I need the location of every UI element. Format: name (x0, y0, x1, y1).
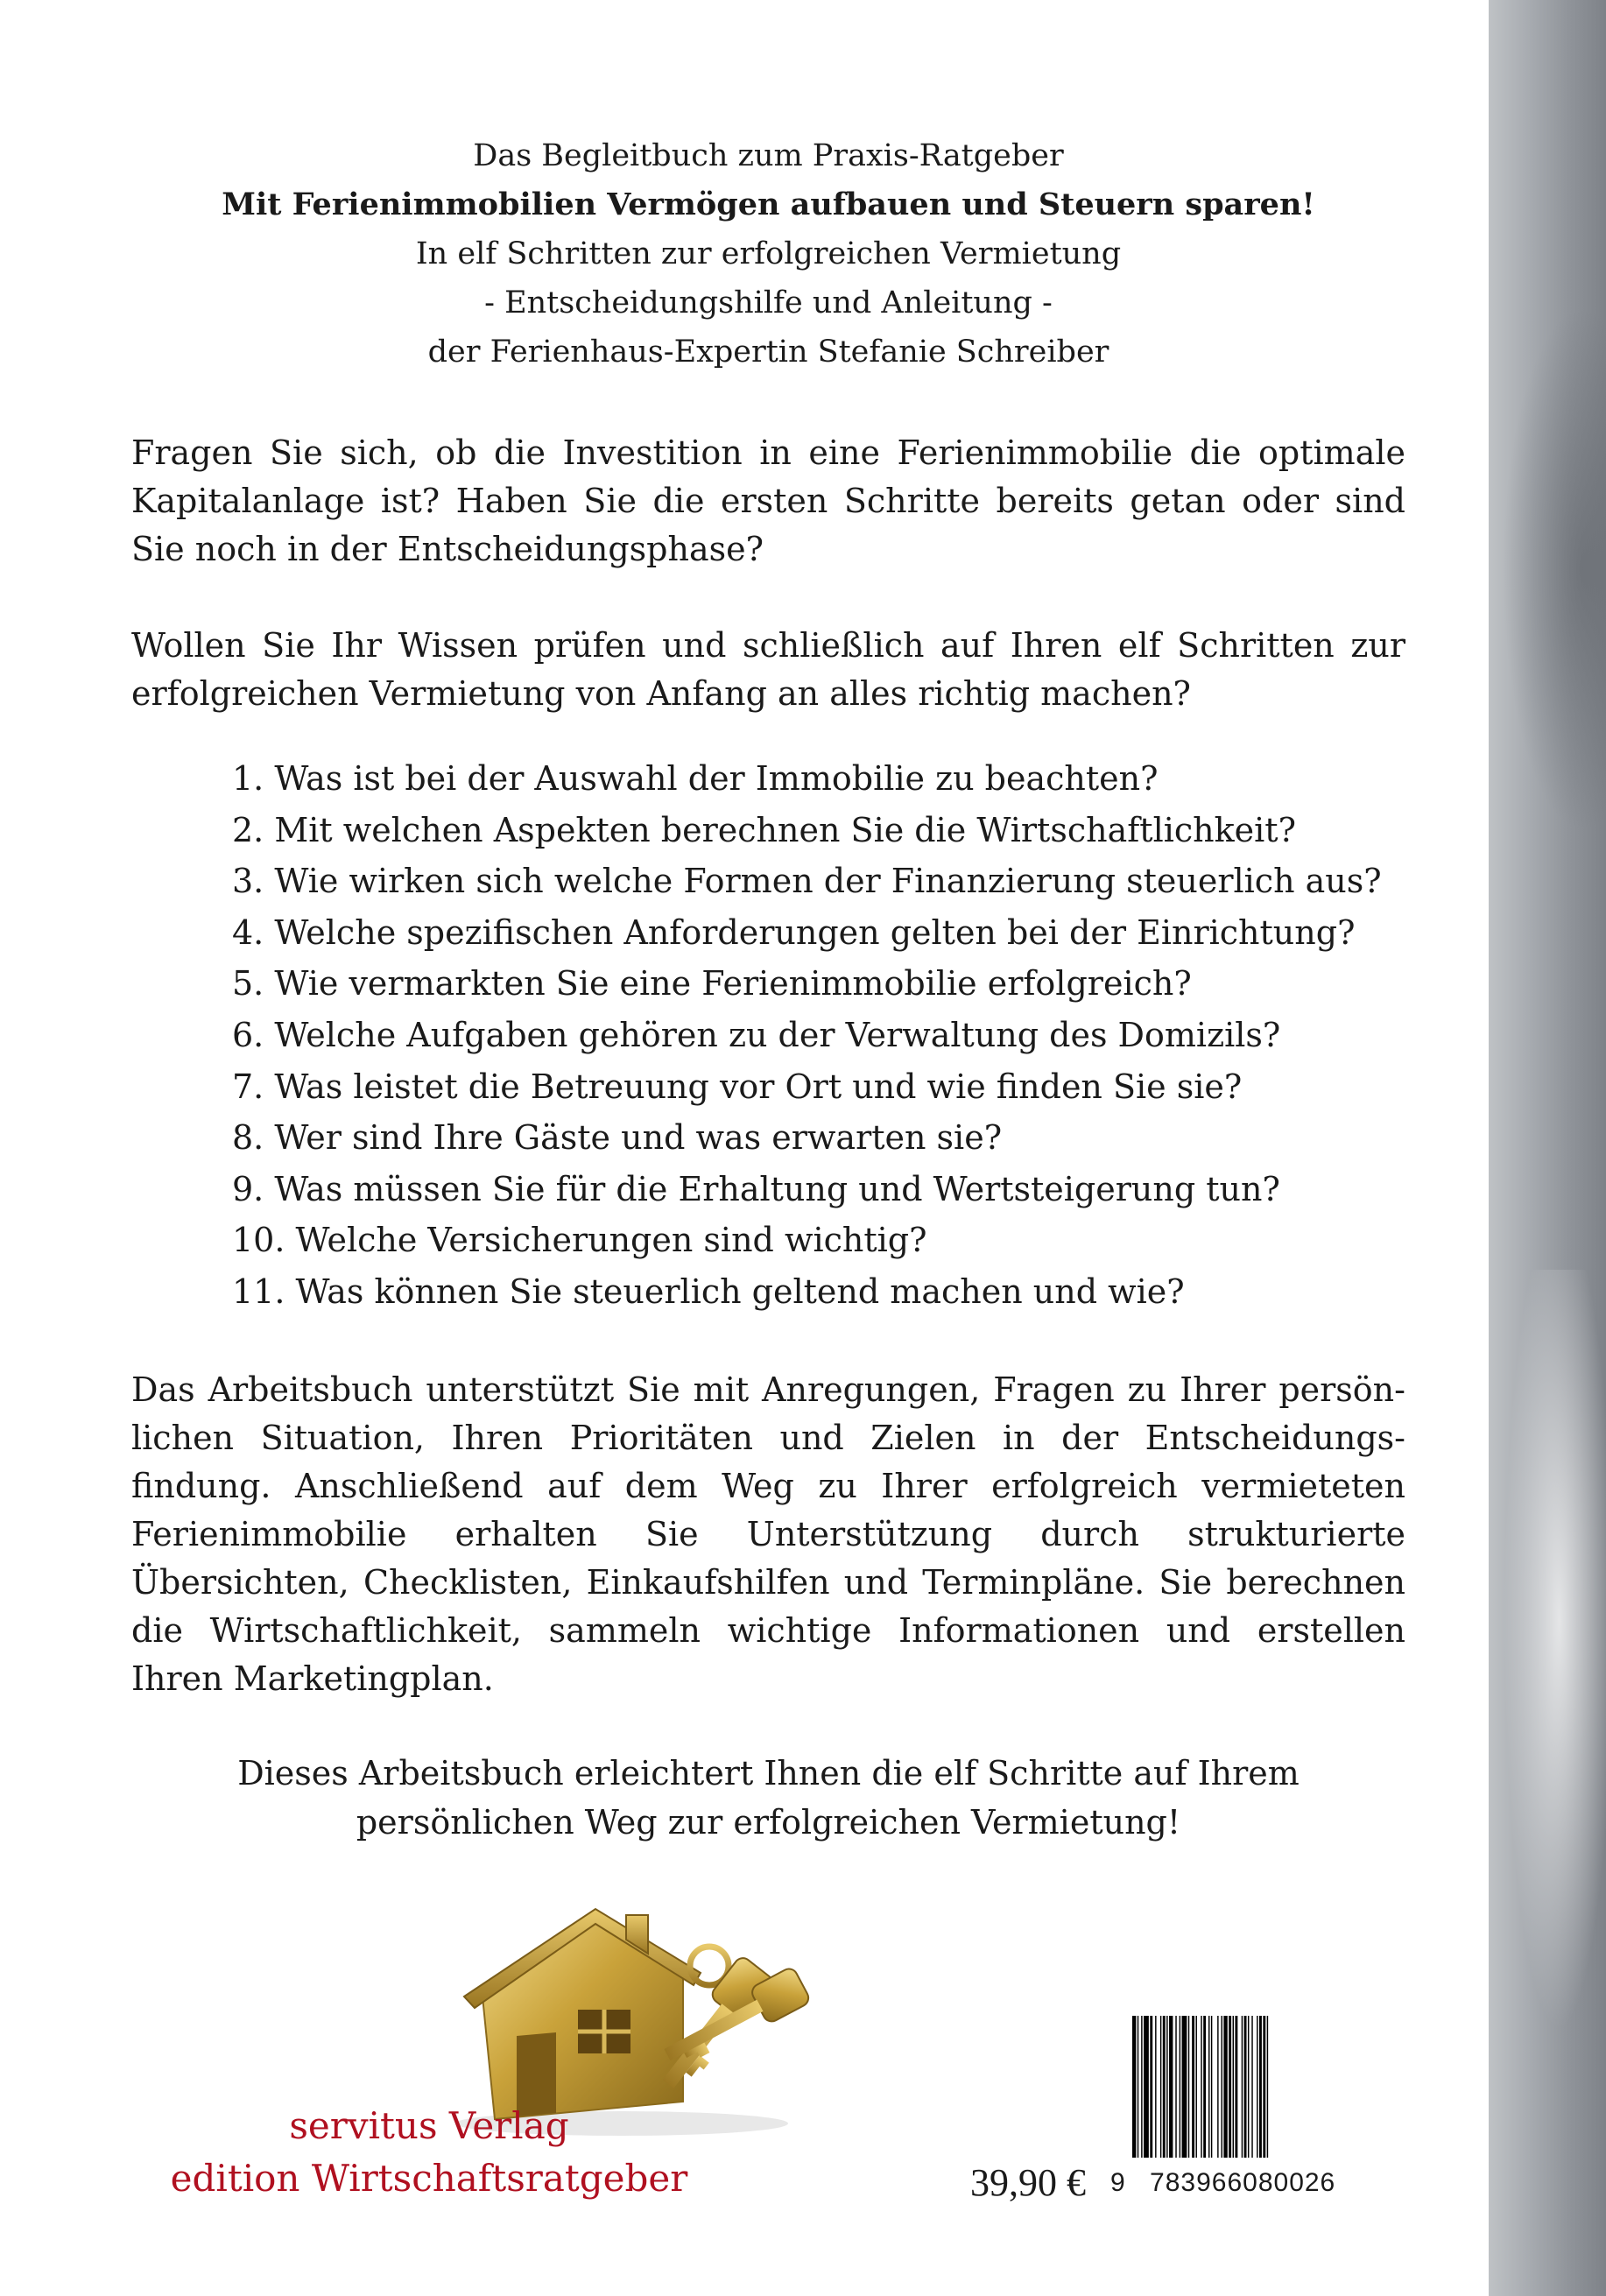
list-item: 2. Mit welchen Aspekten berechnen Sie die Wirtschaftlichkeit? (232, 810, 1296, 849)
barcode-bar (1242, 2016, 1243, 2158)
closing-line-2: persönlichen Weg zur erfolgreichen Vermietung! (356, 1802, 1181, 1842)
barcode-bar (1263, 2016, 1265, 2158)
list-item: 4. Welche spezifischen Anforderungen gelten bei der Einrichtung? (232, 912, 1356, 952)
barcode-bar (1144, 2016, 1149, 2158)
publisher-edition: edition Wirtschaftsratgeber (170, 2157, 688, 2200)
barcode-icon (1125, 2012, 1392, 2161)
barcode-bar (1259, 2016, 1262, 2158)
barcode-bar (1188, 2016, 1189, 2158)
barcode-bar (1132, 2016, 1136, 2158)
barcode-bar (1244, 2016, 1247, 2158)
list-item: 6. Welche Aufgaben gehören zu der Verwaltung des Domizils? (232, 1015, 1281, 1054)
paragraph-3: Das Arbeitsbuch unterstützt Sie mit Anregungen, Fragen zu Ihrer persön-lichen Situation, Ihren Prioritäten und Zielen in der Entscheidungs-findung. Anschließend auf dem Weg zu Ihrer erfolgreich vermieteten Ferienimmobilie erhalten Sie Unterstützung durch strukturierte Übersichten, Checklisten, Einkaufshilfen und Terminpläne. Sie berechnen die Wirtschaftlichkeit, sammeln wichtige Informationen und erstellen Ihren Marketingplan. (131, 1370, 1405, 1698)
barcode-bar (1169, 2016, 1173, 2158)
barcode-bar (1217, 2016, 1218, 2158)
isbn-digits: 783966080026 (1150, 2168, 1336, 2197)
barcode-bar (1267, 2016, 1268, 2158)
barcode-bar (1141, 2016, 1142, 2158)
intro-line-3: In elf Schritten zur erfolgreichen Vermietung (415, 236, 1122, 271)
isbn-first-digit: 9 (1110, 2168, 1126, 2197)
list-item: 8. Wer sind Ihre Gäste und was erwarten sie? (232, 1118, 1003, 1158)
list-item: 5. Wie vermarkten Sie eine Ferienimmobilie erfolgreich? (232, 964, 1192, 1004)
isbn-number (1110, 2168, 1399, 2198)
barcode-bar (1251, 2016, 1252, 2158)
barcode-bar (1196, 2016, 1197, 2158)
barcode-bar (1248, 2016, 1249, 2158)
strip-shadow (1489, 263, 1606, 876)
intro-author-line: der Ferienhaus-Expertin Stefanie Schreiber (427, 335, 1109, 370)
list-item: 7. Was leistet die Betreuung vor Ort und wie finden Sie sie? (232, 1067, 1243, 1106)
barcode-bar (1235, 2016, 1237, 2158)
barcode-bar (1166, 2016, 1167, 2158)
cover-side-strip (1489, 0, 1606, 2296)
paragraph-1: Fragen Sie sich, ob die Investition in eine Ferienimmobilie die optimale Kapitalanlage ist? Haben Sie die ersten Schritte bereits getan oder sind Sie noch in der Entscheidungsphase? (131, 433, 1405, 568)
closing-line-1: Dieses Arbeitsbuch erleichtert Ihnen die elf Schritte auf Ihrem (237, 1753, 1300, 1792)
barcode-bar (1150, 2016, 1152, 2158)
intro-line-1: Das Begleitbuch zum Praxis-Ratgeber (473, 138, 1064, 173)
intro-block (131, 131, 1405, 377)
list-item: 3. Wie wirken sich welche Formen der Finanzierung steuerlich aus? (232, 862, 1382, 901)
barcode-bar (1223, 2016, 1227, 2158)
barcode-bar (1160, 2016, 1161, 2158)
publisher-imprint (158, 2100, 701, 2205)
barcode-bar (1233, 2016, 1234, 2158)
barcode-bar (1175, 2016, 1176, 2158)
barcode-bar (1229, 2016, 1231, 2158)
paragraph-2: Wollen Sie Ihr Wissen prüfen und schließlich auf Ihren elf Schritten zur erfolgreichen Vermietung von Anfang an alles richtig machen? (131, 626, 1405, 713)
book-title: Mit Ferienimmobilien Vermögen aufbauen und Steuern sparen! (222, 187, 1315, 222)
list-item: 9. Was müssen Sie für die Erhaltung und Wertsteigerung tun? (232, 1169, 1280, 1208)
back-cover-text (131, 131, 1405, 1847)
closing-statement (131, 1749, 1405, 1847)
barcode-bar (1182, 2016, 1187, 2158)
barcode-bar (1192, 2016, 1194, 2158)
question-list (131, 753, 1405, 1318)
list-item: 1. Was ist bei der Auswahl der Immobilie zu beachten? (232, 759, 1159, 798)
barcode-bar (1163, 2016, 1166, 2158)
barcode-bar (1155, 2016, 1156, 2158)
intro-line-4: - Entscheidungshilfe und Anleitung - (484, 285, 1053, 320)
publisher-name: servitus Verlag (289, 2104, 569, 2147)
list-item: 10. Welche Versicherungen sind wichtig? (232, 1221, 927, 1260)
barcode-bar (1208, 2016, 1209, 2158)
price-label: 39,90 € (970, 2161, 1086, 2204)
barcode-bar (1211, 2016, 1212, 2158)
barcode-bar (1203, 2016, 1206, 2158)
strip-highlight (1489, 1270, 1606, 2145)
list-item: 11. Was können Sie steuerlich geltend machen und wie? (232, 1271, 1185, 1311)
